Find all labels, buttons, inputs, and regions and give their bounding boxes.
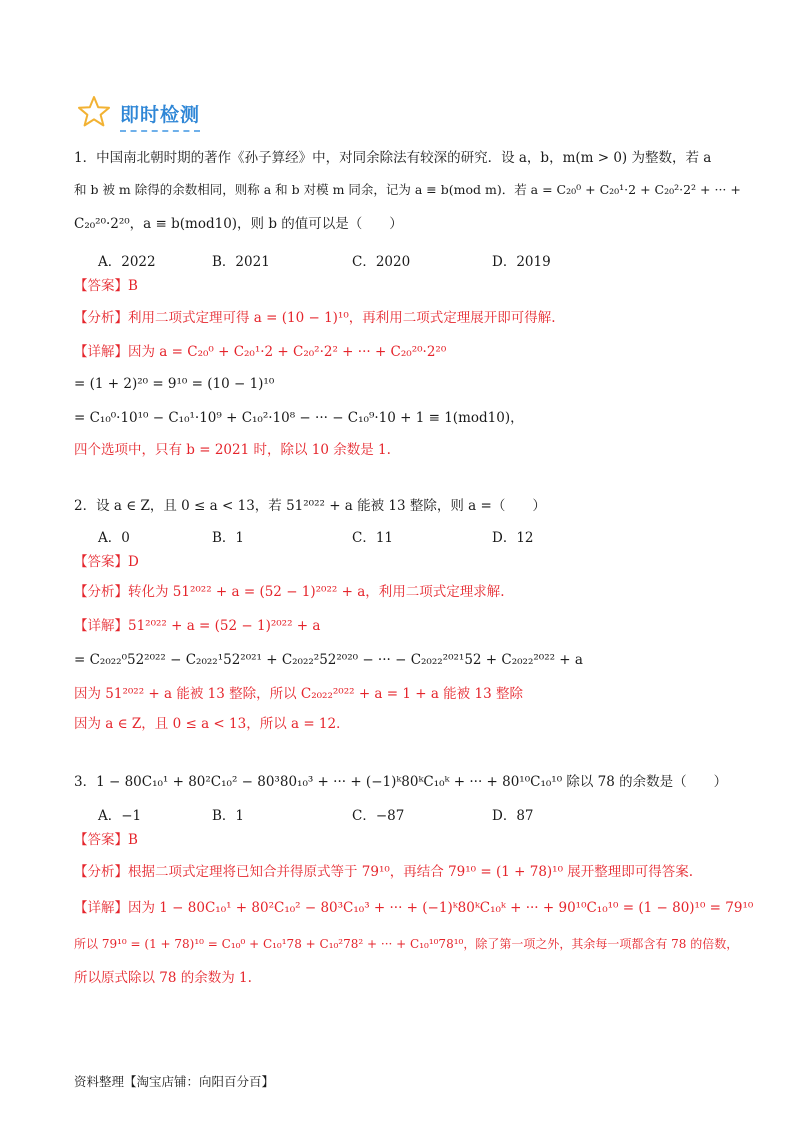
q1-analysis: 【分析】利用二项式定理可得 a = (10 − 1)¹⁰，再利用二项式定理展开即可得解. (74, 310, 556, 326)
q3-analysis: 【分析】根据二项式定理将已知合并得原式等于 79¹⁰，再结合 79¹⁰ = (1 + 78)¹⁰ 展开整理即可得答案. (74, 864, 694, 880)
q2-detail-3: 因为 51²⁰²² + a 能被 13 整除，所以 C₂₀₂₂²⁰²² + a = 1 + a 能被 13 整除 (74, 686, 523, 702)
q2-option-b: B．1 (212, 530, 245, 546)
q1-option-a: A．2022 (98, 254, 156, 270)
q1-stem-line1: 1．中国南北朝时期的著作《孙子算经》中，对同余除法有较深的研究．设 a，b，m(m > 0) 为整数，若 a (74, 150, 712, 166)
q1-stem-line3: C₂₀²⁰·2²⁰，a ≡ b(mod10)，则 b 的值可以是（ ） (74, 216, 403, 232)
q3-option-b: B．1 (212, 808, 245, 824)
q2-detail-1 (74, 616, 320, 636)
q1-detail-3: = C₁₀⁰·10¹⁰ − C₁₀¹·10⁹ + C₁₀²·10⁸ − ··· − C₁₀⁹·10 + 1 ≡ 1(mod10)， (74, 410, 524, 426)
q3-option-a: A．−1 (98, 808, 142, 824)
q2-detail-2: = C₂₀₂₂⁰52²⁰²² − C₂₀₂₂¹52²⁰²¹ + C₂₀₂₂²52²⁰²⁰ − ··· − C₂₀₂₂²⁰²¹52 + C₂₀₂₂²⁰²² + a (74, 652, 583, 668)
q2-stem: 2．设 a ∈ Z，且 0 ≤ a < 13，若 51²⁰²² + a 能被 13 整除，则 a =（ ） (74, 498, 546, 514)
q3-stem: 3．1 − 80C₁₀¹ + 80²C₁₀² − 80³80₁₀³ + ··· + (−1)ᵏ80ᵏC₁₀ᵏ + ··· + 80¹⁰C₁₀¹⁰ 除以 78 的余数是（ ） (74, 774, 728, 790)
q1-detail-4: 四个选项中，只有 b = 2021 时，除以 10 余数是 1. (74, 442, 391, 458)
q2-detail-4: 因为 a ∈ Z，且 0 ≤ a < 13，所以 a = 12． (74, 716, 350, 732)
section-title: 即时检测 (120, 100, 200, 132)
q2-option-d: D．12 (492, 530, 534, 546)
q3-option-c: C．−87 (352, 808, 405, 824)
q1-detail-1-text: 【详解】因为 a = C₂₀⁰ + C₂₀¹·2 + C₂₀²·2² + ··· + C₂₀²⁰·2²⁰ (74, 344, 447, 360)
q1-detail-2: = (1 + 2)²⁰ = 9¹⁰ = (10 − 1)¹⁰ (74, 376, 275, 392)
q2-option-a: A．0 (98, 530, 130, 546)
q1-stem-line2: 和 b 被 m 除得的余数相同，则称 a 和 b 对模 m 同余，记为 a ≡ b(mod m)．若 a = C₂₀⁰ + C₂₀¹·2 + C₂₀²·2² + ··· + (74, 182, 741, 197)
q1-answer: 【答案】B (74, 278, 138, 294)
footer-note: 资料整理【淘宝店铺：向阳百分百】 (74, 1074, 275, 1089)
q2-answer: 【答案】D (74, 554, 139, 570)
q3-detail-3: 所以原式除以 78 的余数为 1. (74, 970, 252, 986)
q3-answer: 【答案】B (74, 832, 138, 848)
q2-analysis: 【分析】转化为 51²⁰²² + a = (52 − 1)²⁰²² + a，利用二项式定理求解. (74, 584, 505, 600)
q3-detail-2: 所以 79¹⁰ = (1 + 78)¹⁰ = C₁₀⁰ + C₁₀¹78 + C₁₀²78² + ··· + C₁₀¹⁰78¹⁰，除了第一项之外，其余每一项都含有 78 的倍数， (74, 937, 739, 951)
star-icon (76, 94, 112, 130)
q1-detail-1 (74, 342, 446, 362)
q1-option-b: B．2021 (212, 254, 270, 270)
q2-option-c: C．11 (352, 530, 394, 546)
q2-detail-1-text: 【详解】51²⁰²² + a = (52 − 1)²⁰²² + a (74, 618, 321, 634)
q1-option-d: D．2019 (492, 254, 551, 270)
q3-detail-1: 【详解】因为 1 − 80C₁₀¹ + 80²C₁₀² − 80³C₁₀³ + ··· + (−1)ᵏ80ᵏC₁₀ᵏ + ··· + 90¹⁰C₁₀¹⁰ = (1 − 80)¹⁰ = 79¹⁰ (74, 900, 754, 916)
q3-option-d: D．87 (492, 808, 534, 824)
q1-option-c: C．2020 (352, 254, 411, 270)
